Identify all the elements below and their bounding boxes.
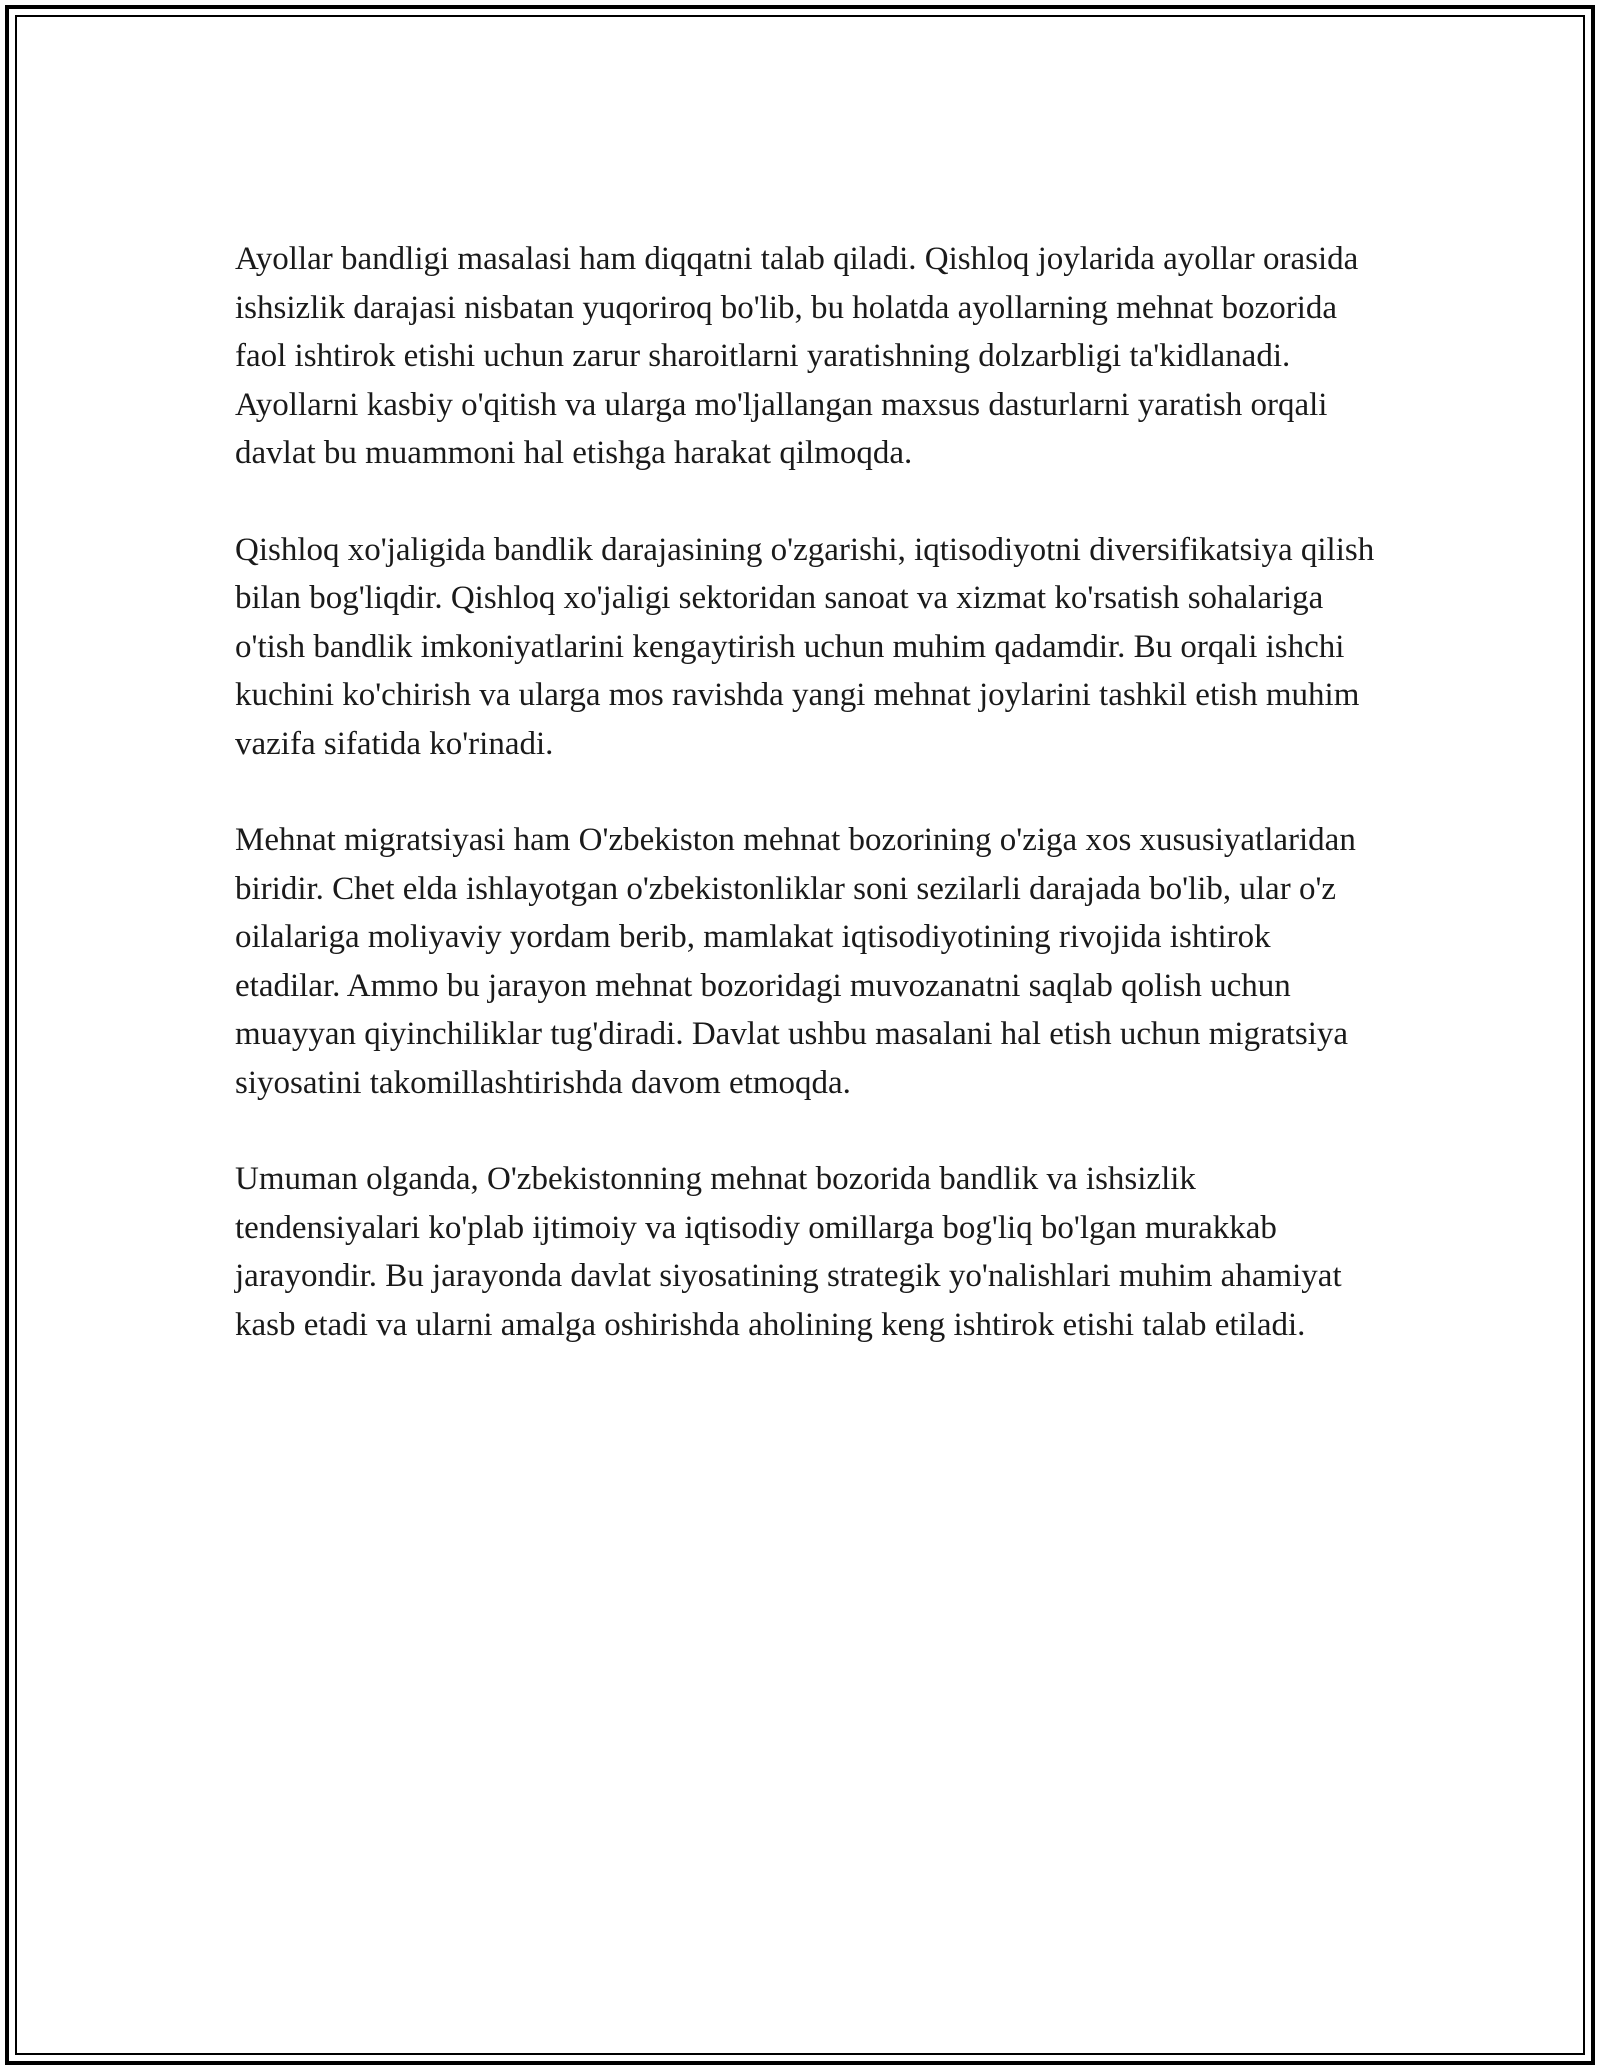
paragraph-labor-migration: Mehnat migratsiyasi ham O'zbekiston mehnat bozorining o'ziga xos xususiyatlaridan biridir. Chet elda ishlayotgan o'zbekistonliklar soni sezilarli darajada bo'lib, ular o'z oilalariga moliyaviy yordam berib, mamlakat iqtisodiyotining rivojida ishtirok etadilar. Ammo bu jarayon mehnat bozoridagi muvozanatni saqlab qolish uchun muayyan qiyinchiliklar tug'diradi. Davlat ushbu masalani hal etish uchun migratsiya siyosatini takomillashtirishda davom etmoqda. <box>235 822 1356 1101</box>
paragraph-women-employment: Ayollar bandligi masalasi ham diqqatni talab qiladi. Qishloq joylarida ayollar orasida ishsizlik darajasi nisbatan yuqoriroq bo'lib, bu holatda ayollarning mehnat bozorida faol ishtirok etishi uchun zarur sharoitlarni yaratishning dolzarbligi ta'kidlanadi. Ayollarni kasbiy o'qitish va ularga mo'ljallangan maxsus dasturlarni yaratish orqali davlat bu muammoni hal etishga harakat qilmoqda. <box>235 241 1359 471</box>
paragraph-agriculture-employment: Qishloq xo'jaligida bandlik darajasining o'zgarishi, iqtisodiyotni diversifikatsiya qilish bilan bog'liqdir. Qishloq xo'jaligi sektoridan sanoat va xizmat ko'rsatish sohalariga o'tish bandlik imkoniyatlarini kengaytirish uchun muhim qadamdir. Bu orqali ishchi kuchini ko'chirish va ularga mos ravishda yangi mehnat joylarini tashkil etish muhim vazifa sifatida ko'rinadi. <box>235 531 1375 762</box>
paragraph-conclusion: Umuman olganda, O'zbekistonning mehnat bozorida bandlik va ishsizlik tendensiyalari ko'plab ijtimoiy va iqtisodiy omillarga bog'liq bo'lgan murakkab jarayondir. Bu jarayonda davlat siyosatining strategik yo'nalishlari muhim ahamiyat kasb etadi va ularni amalga oshirishda aholining keng ishtirok etishi talab etiladi. <box>235 1161 1342 1343</box>
document-body <box>235 235 1375 1397</box>
